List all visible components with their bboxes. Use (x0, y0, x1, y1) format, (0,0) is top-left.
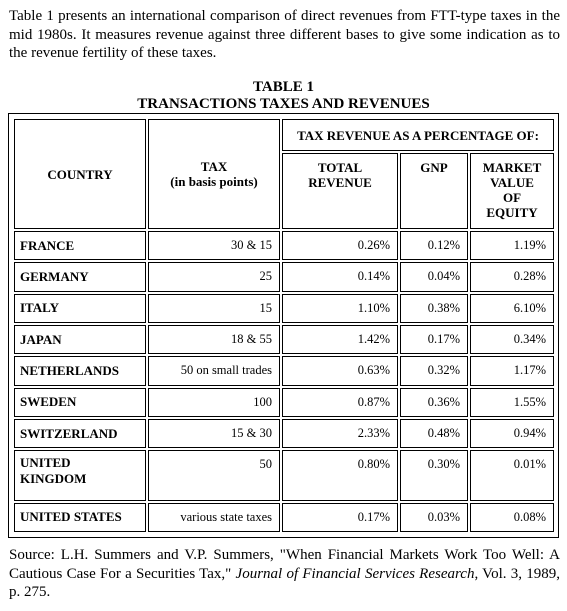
source-citation (9, 546, 560, 602)
table-title: TRANSACTIONS TAXES AND REVENUES (137, 96, 430, 112)
cell-tax: 30 & 15 (148, 231, 280, 260)
cell-market-value: 0.08% (470, 503, 554, 532)
cell-total-revenue: 0.80% (282, 450, 398, 500)
cell-market-value: 0.01% (470, 450, 554, 500)
source-prefix: Source: L.H. Summers and V.P. Summers, "When Financial Markets Work Too Well: A Cautious Case For a Securities Tax," (9, 547, 560, 582)
cell-tax: 18 & 55 (148, 325, 280, 354)
header-mve-line4: EQUITY (486, 205, 538, 220)
cell-gnp: 0.30% (400, 450, 468, 500)
cell-country-line1: UNITED (20, 455, 71, 471)
header-total-revenue-line2: REVENUE (308, 175, 372, 190)
cell-country (14, 450, 146, 500)
cell-gnp: 0.03% (400, 503, 468, 532)
cell-country: ITALY (14, 294, 146, 323)
cell-country: FRANCE (14, 231, 146, 260)
cell-tax: various state taxes (148, 503, 280, 532)
header-market-value (470, 153, 554, 229)
cell-tax: 50 on small trades (148, 356, 280, 385)
cell-gnp: 0.38% (400, 294, 468, 323)
table-row (14, 419, 554, 448)
cell-market-value: 0.94% (470, 419, 554, 448)
table-row (14, 231, 554, 260)
cell-total-revenue: 0.26% (282, 231, 398, 260)
header-tax-revenue-group: TAX REVENUE AS A PERCENTAGE OF: (282, 119, 554, 151)
table-number-title: TABLE 1 (253, 79, 314, 95)
table-row (14, 325, 554, 354)
table-row (14, 356, 554, 385)
table-row (14, 503, 554, 532)
header-mve-line1: MARKET (482, 160, 542, 175)
cell-tax: 15 (148, 294, 280, 323)
cell-gnp: 0.48% (400, 419, 468, 448)
cell-gnp: 0.32% (400, 356, 468, 385)
cell-gnp: 0.36% (400, 388, 468, 417)
cell-country: UNITED STATES (14, 503, 146, 532)
table-row (14, 450, 554, 500)
cell-market-value: 1.19% (470, 231, 554, 260)
cell-country: SWITZERLAND (14, 419, 146, 448)
cell-market-value: 1.55% (470, 388, 554, 417)
cell-tax: 25 (148, 262, 280, 291)
cell-tax: 100 (148, 388, 280, 417)
header-tax-line1: TAX (200, 159, 228, 174)
cell-tax: 50 (148, 450, 280, 500)
cell-market-value: 0.28% (470, 262, 554, 291)
table-frame (8, 113, 559, 538)
table-row (14, 262, 554, 291)
table-row (14, 388, 554, 417)
header-tax-line2: (in basis points) (170, 174, 258, 189)
intro-paragraph: Table 1 presents an international comparison of direct revenues from FTT-type taxes in the mid 1980s. It measures revenue against three different bases to give some indication as to the revenue fertility of these taxes. (9, 8, 560, 61)
cell-gnp: 0.12% (400, 231, 468, 260)
source-suffix: , Vol. 3, 1989, p. 275. (9, 565, 561, 600)
header-gnp: GNP (400, 153, 468, 229)
cell-country: NETHERLANDS (14, 356, 146, 385)
table-row (14, 294, 554, 323)
header-mve-line3: OF (502, 190, 522, 205)
header-country: COUNTRY (14, 119, 146, 229)
cell-total-revenue: 0.63% (282, 356, 398, 385)
cell-gnp: 0.17% (400, 325, 468, 354)
cell-total-revenue: 0.14% (282, 262, 398, 291)
cell-tax: 15 & 30 (148, 419, 280, 448)
cell-country: SWEDEN (14, 388, 146, 417)
cell-total-revenue: 0.17% (282, 503, 398, 532)
cell-total-revenue: 1.10% (282, 294, 398, 323)
header-mve-line2: VALUE (490, 175, 534, 190)
cell-country: GERMANY (14, 262, 146, 291)
header-total-revenue-line1: TOTAL (317, 160, 363, 175)
cell-market-value: 6.10% (470, 294, 554, 323)
source-journal: Journal of Financial Services Research (235, 565, 475, 582)
cell-country-line2: KINGDOM (20, 471, 87, 487)
cell-total-revenue: 2.33% (282, 419, 398, 448)
cell-total-revenue: 1.42% (282, 325, 398, 354)
cell-gnp: 0.04% (400, 262, 468, 291)
cell-market-value: 0.34% (470, 325, 554, 354)
cell-total-revenue: 0.87% (282, 388, 398, 417)
cell-market-value: 1.17% (470, 356, 554, 385)
transactions-taxes-table (12, 117, 556, 534)
header-total-revenue (282, 153, 398, 229)
cell-country: JAPAN (14, 325, 146, 354)
header-tax (148, 119, 280, 229)
